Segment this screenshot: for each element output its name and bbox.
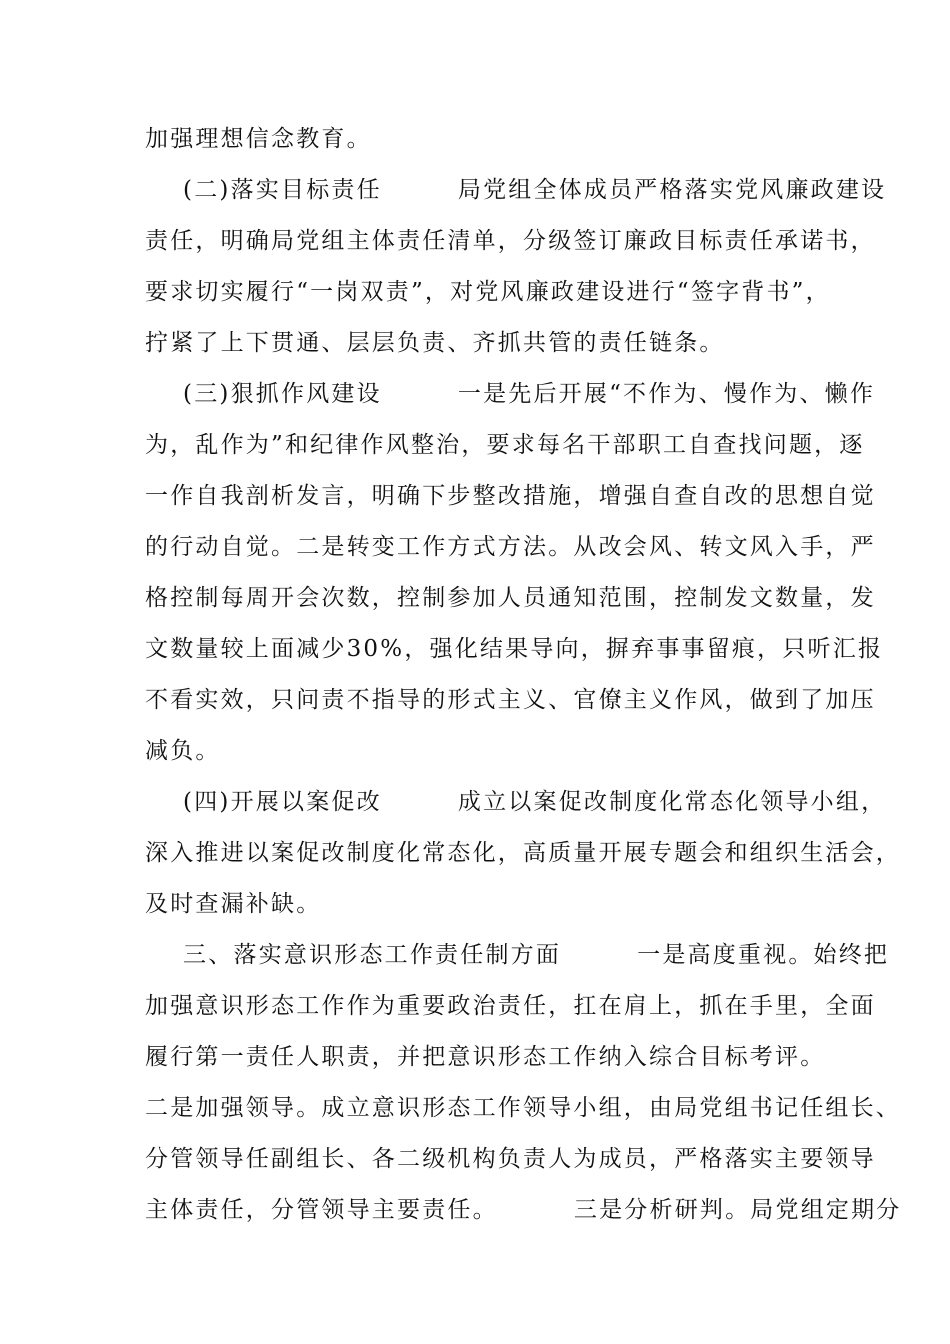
- text-line: 文数量较上面减少30%，强化结果导向，摒弃事事留痕，只听汇报: [145, 636, 884, 662]
- text-line: 三、落实意识形态工作责任制方面 一是高度重视。始终把: [145, 942, 890, 968]
- text-line: 不看实效，只问责不指导的形式主义、官僚主义作风，做到了加压: [145, 687, 876, 713]
- text-line: 主体责任，分管领导主要责任。 三是分析研判。局党组定期分: [145, 1197, 902, 1223]
- text-line: (二)落实目标责任 局党组全体成员严格落实党风廉政建设: [145, 177, 887, 203]
- text-line: 及时查漏补缺。: [145, 891, 322, 917]
- text-line: 为，乱作为”和纪律作风整治，要求每名干部职工自查找问题，逐: [145, 432, 865, 458]
- text-line: 履行第一责任人职责，并把意识形态工作纳入综合目标考评。: [145, 1044, 826, 1070]
- text-line: (四)开展以案促改 成立以案促改制度化常态化领导小组，: [145, 789, 887, 815]
- text-line: 减负。: [145, 738, 221, 764]
- text-line: 二是加强领导。成立意识形态工作领导小组，由局党组书记任组长、: [145, 1095, 901, 1121]
- text-line: 深入推进以案促改制度化常态化，高质量开展专题会和组织生活会，: [145, 840, 901, 866]
- text-line: 拧紧了上下贯通、层层负责、齐抓共管的责任链条。: [145, 330, 725, 356]
- text-line: 格控制每周开会次数，控制参加人员通知范围，控制发文数量，发: [145, 585, 876, 611]
- text-line: 要求切实履行“一岗双责”，对党风廉政建设进行“签字背书”，: [145, 279, 831, 305]
- text-line: 加强理想信念教育。: [145, 126, 372, 152]
- text-line: 一作自我剖析发言，明确下步整改措施，增强自查自改的思想自觉: [145, 483, 876, 509]
- text-line: 责任，明确局党组主体责任清单，分级签订廉政目标责任承诺书，: [145, 228, 876, 254]
- text-line: (三)狠抓作风建设 一是先后开展“不作为、慢作为、懒作: [145, 381, 876, 407]
- text-line: 分管领导任副组长、各二级机构负责人为成员，严格落实主要领导: [145, 1146, 876, 1172]
- text-line: 的行动自觉。二是转变工作方式方法。从改会风、转文风入手，严: [145, 534, 876, 560]
- text-line: 加强意识形态工作作为重要政治责任，扛在肩上，抓在手里，全面: [145, 993, 876, 1019]
